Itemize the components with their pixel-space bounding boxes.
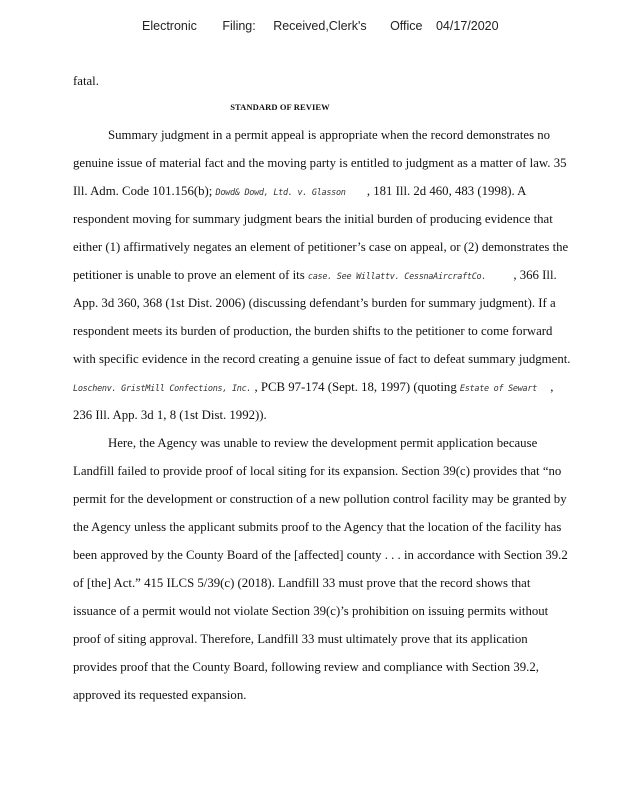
section-heading: STANDARD OF REVIEW [230, 102, 330, 112]
p1-line-6 [73, 267, 557, 285]
p1-line-1: Summary judgment in a permit appeal is appropriate when the record demonstrates no [108, 128, 551, 142]
p2-line-4: the Agency unless the applicant submits proof to the Agency that the location of the facility has [73, 520, 562, 534]
fatal-line: fatal. [73, 74, 99, 88]
case-citation-sewart: Estate of Sewart [459, 384, 538, 394]
electronic-filing-header [142, 19, 499, 33]
p2-line-5: been approved by the County Board of the [affected] county . . . in accordance with Section 39.2 [73, 548, 568, 562]
p2-line-8: proof of siting approval. Therefore, Landfill 33 must ultimately prove that its application [73, 632, 528, 646]
p1-line-5: either (1) affirmatively negates an element of petitioner’s case on appeal, or (2) demonstrates the [73, 240, 569, 254]
p1-line-3-text-a: Ill. Adm. Code 101.156(b); [73, 184, 213, 198]
p1-line-3 [73, 183, 526, 201]
p1-line-6-text-b: , 366 Ill. [513, 268, 557, 282]
p2-line-6: of [the] Act.” 415 ILCS 5/39(c) (2018). Landfill 33 must prove that the record shows that [73, 576, 531, 590]
case-citation-loschen: Loschenv. GristMill Confections, Inc. [73, 384, 252, 394]
header-office: Office [390, 19, 423, 33]
p1-line-7: App. 3d 360, 368 (1st Dist. 2006) (discussing defendant’s burden for summary judgment). If a [73, 296, 556, 310]
p1-line-9: with specific evidence in the record creating a genuine issue of fact to defeat summary judgment. [73, 352, 571, 366]
p1-line-10-text-a: , PCB 97-174 (Sept. 18, 1997) (quoting [254, 380, 457, 394]
p1-line-2: genuine issue of material fact and the moving party is entitled to judgment as a matter of law. 35 [73, 156, 567, 170]
case-citation-willatt: case. See Willattv. CessnaAircraftCo. [307, 272, 487, 282]
p1-line-8: respondent meets its burden of production, the burden shifts to the petitioner to come forward [73, 324, 553, 338]
p2-line-3: permit for the development or construction of a new pollution control facility may be granted by [73, 492, 567, 506]
p2-line-9: provides proof that the County Board, following review and compliance with Section 39.2, [73, 660, 539, 674]
p1-line-6-text-a: petitioner is unable to prove an element of its [73, 268, 305, 282]
p2-line-7: issuance of a permit would not violate Section 39(c)’s prohibition on issuing permits without [73, 604, 549, 618]
p1-line-11: 236 Ill. App. 3d 1, 8 (1st Dist. 1992)). [73, 408, 267, 422]
p1-line-4: respondent moving for summary judgment bears the initial burden of producing evidence that [73, 212, 553, 226]
header-filing: Filing: [222, 19, 256, 33]
p1-line-10 [73, 379, 553, 397]
case-citation-dowd: Dowd& Dowd, Ltd. v. Glasson [215, 188, 346, 198]
p2-line-2: Landfill failed to provide proof of local siting for its expansion. Section 39(c) provides that “no [73, 464, 562, 478]
p2-line-10: approved its requested expansion. [73, 688, 247, 702]
header-electronic: Electronic [142, 19, 197, 33]
header-date: 04/17/2020 [435, 19, 499, 33]
p1-line-10-text-b: , [550, 380, 554, 394]
header-received: Received,Clerk's [273, 19, 367, 33]
p2-line-1: Here, the Agency was unable to review the development permit application because [108, 436, 538, 450]
p1-line-3-text-b: , 181 Ill. 2d 460, 483 (1998). A [366, 184, 527, 198]
